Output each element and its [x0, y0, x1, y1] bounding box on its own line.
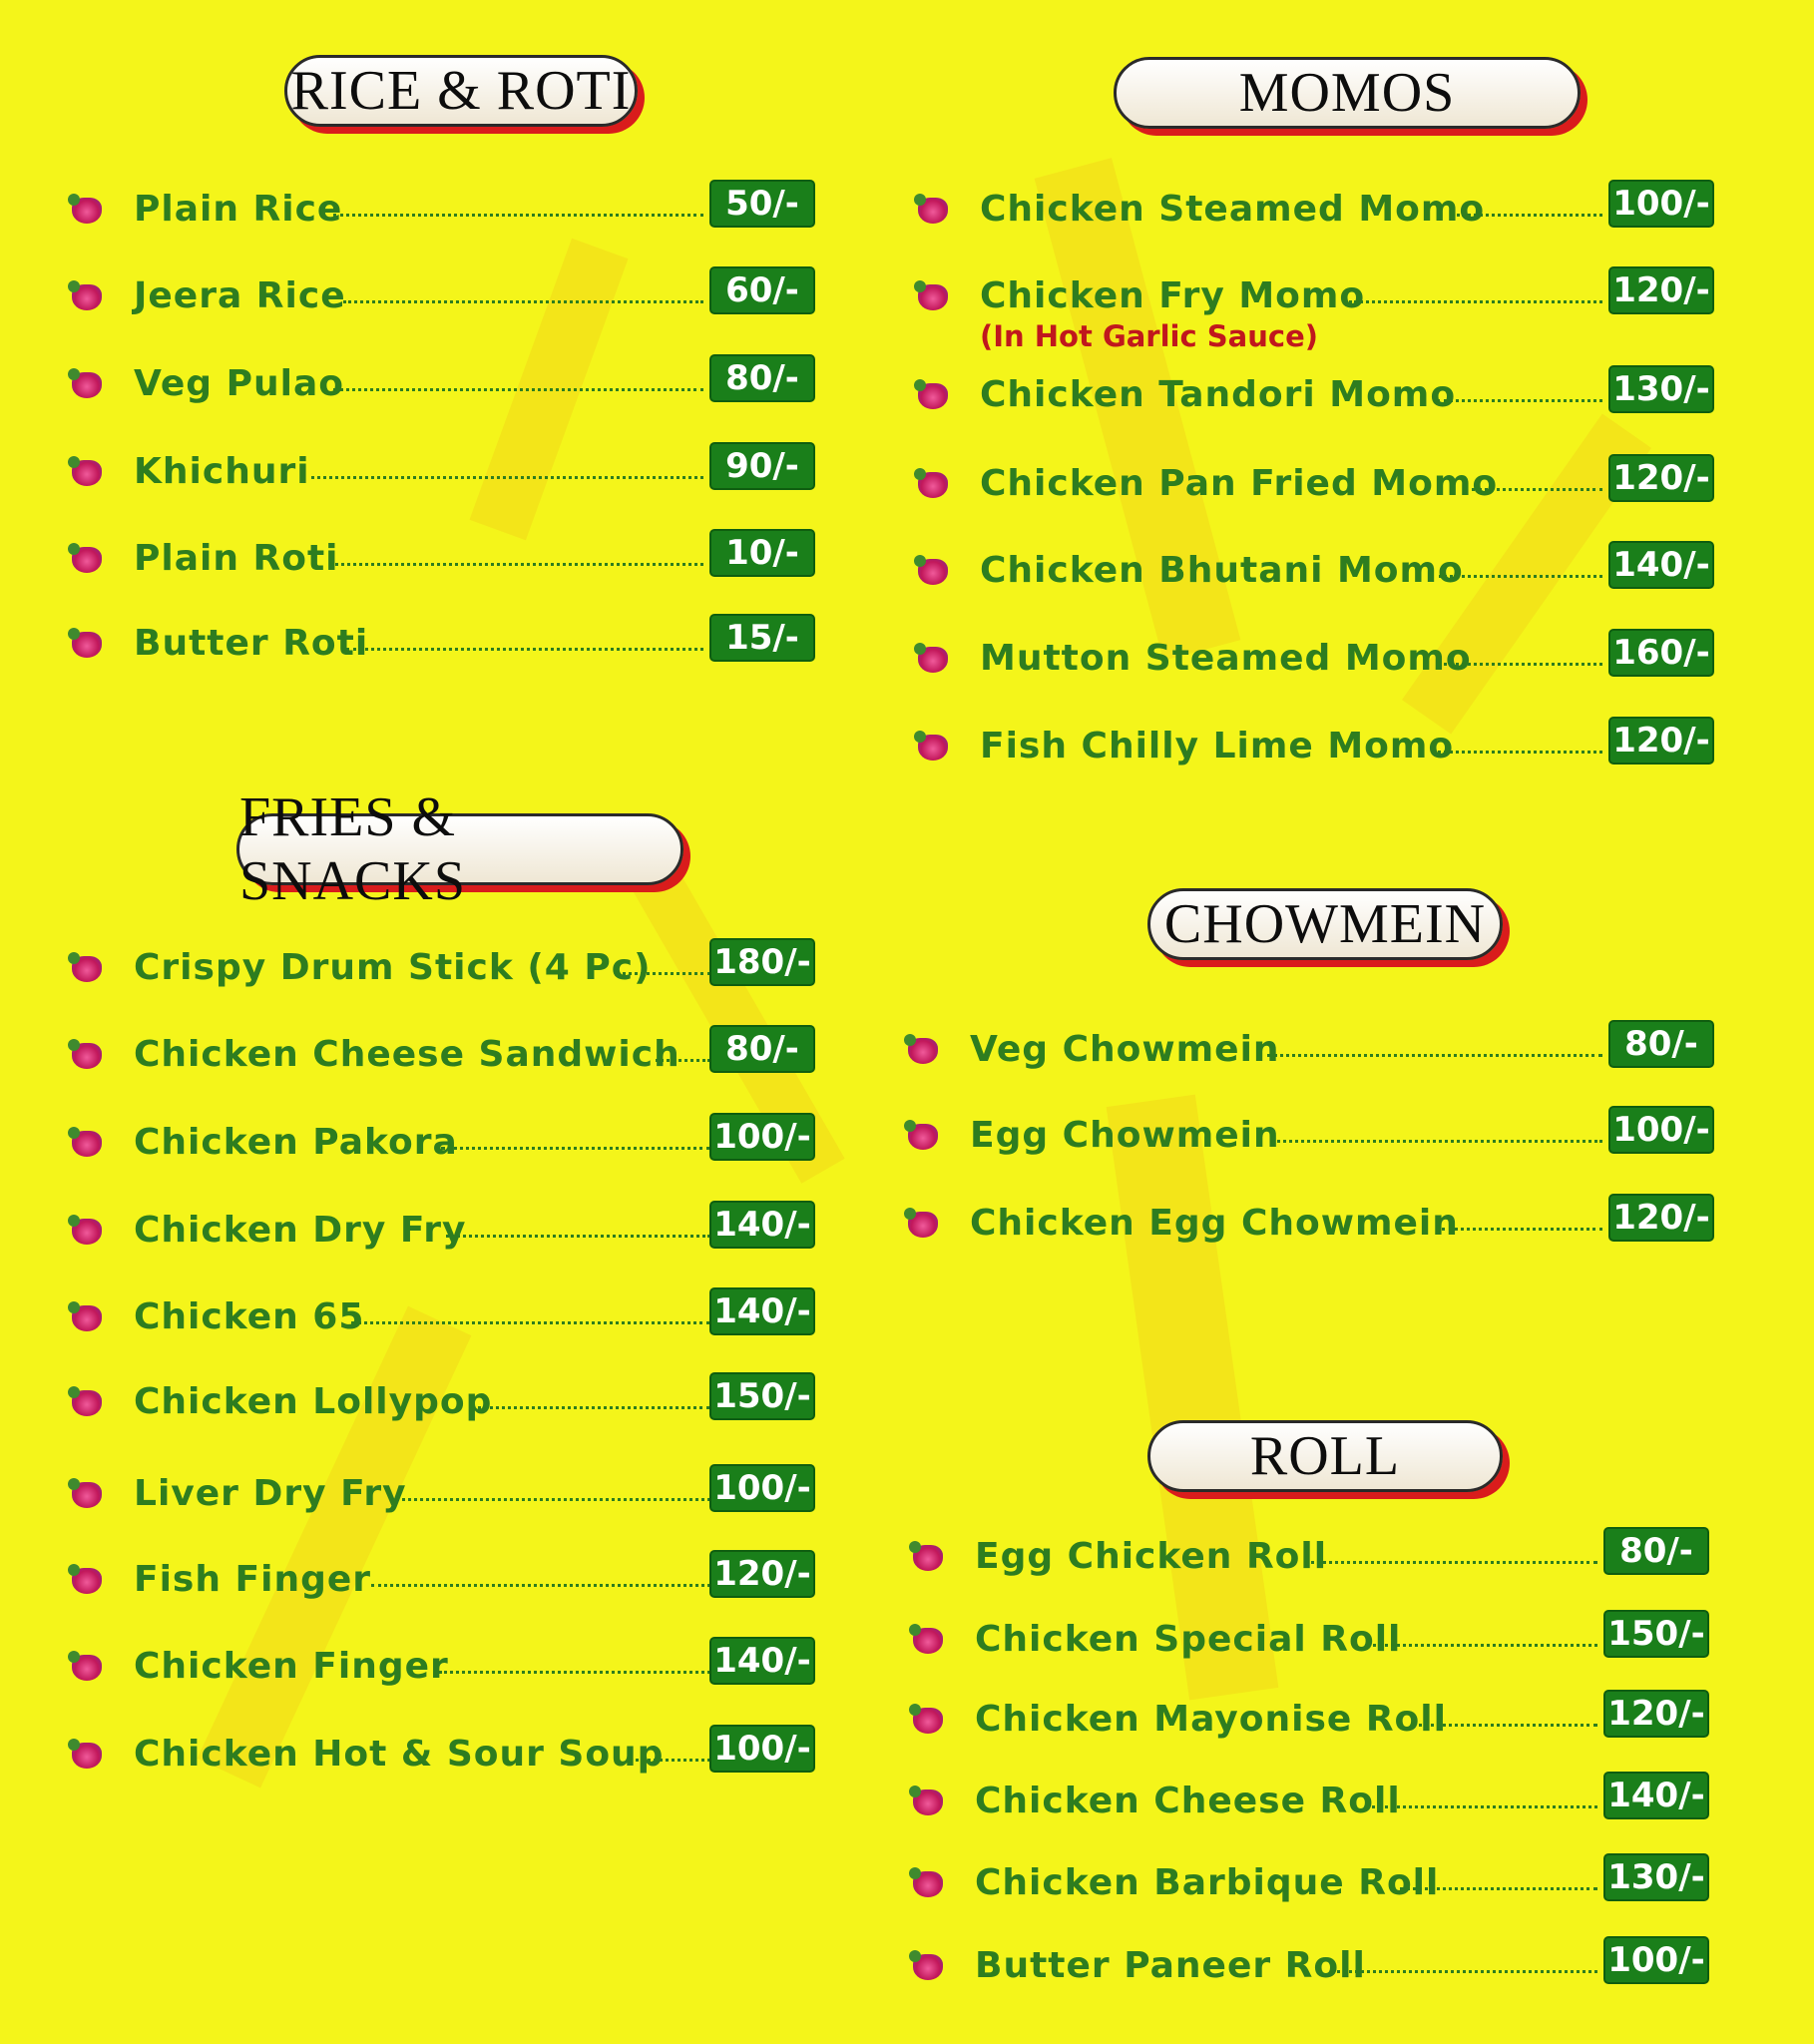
price-badge: 100/- [709, 1725, 815, 1773]
flower-bullet-icon [913, 1545, 943, 1571]
flower-bullet-icon [918, 198, 948, 224]
menu-item [918, 629, 1714, 689]
menu-item [913, 1936, 1709, 1996]
menu-item [72, 1464, 815, 1524]
item-name: Chicken Cheese Roll [975, 1781, 1401, 1821]
item-name: Egg Chowmein [970, 1115, 1280, 1156]
item-name: Chicken Finger [134, 1646, 449, 1687]
menu-item [913, 1527, 1709, 1587]
flower-bullet-icon [72, 284, 102, 310]
item-name: Veg Chowmein [970, 1029, 1280, 1070]
section-title-rice-roti: RICE & ROTI [284, 55, 638, 127]
item-name: Chicken 65 [134, 1296, 365, 1337]
flower-bullet-icon [913, 1954, 943, 1980]
item-name: Chicken Egg Chowmein [970, 1203, 1459, 1244]
price-badge: 100/- [1608, 1106, 1714, 1154]
item-name: Chicken Pakora [134, 1122, 458, 1163]
item-name: Chicken Cheese Sandwich [134, 1034, 680, 1075]
dot-leader [1437, 399, 1602, 402]
price-badge: 130/- [1608, 365, 1714, 413]
dot-leader [311, 476, 703, 479]
menu-item [72, 1550, 815, 1610]
section-title-chowmein: CHOWMEIN [1147, 888, 1503, 960]
item-name: Jeera Rice [134, 275, 346, 316]
flower-bullet-icon [913, 1708, 943, 1734]
menu-item [72, 442, 815, 502]
flower-bullet-icon [72, 1655, 102, 1681]
menu-item [72, 1725, 815, 1785]
menu-item [908, 1106, 1714, 1166]
section-title-roll: ROLL [1147, 1420, 1503, 1492]
dot-leader [1330, 1970, 1597, 1973]
flower-bullet-icon [72, 198, 102, 224]
section-title-fries-snacks: FRIES & SNACKS [236, 813, 683, 885]
item-note: (In Hot Garlic Sauce) [980, 319, 1318, 353]
dot-leader [1412, 1724, 1597, 1727]
price-badge: 140/- [1603, 1772, 1709, 1819]
flower-bullet-icon [918, 559, 948, 585]
dot-leader [1267, 1054, 1602, 1057]
menu-item [918, 454, 1714, 514]
item-name: Chicken Special Roll [975, 1619, 1402, 1660]
menu-item [908, 1194, 1714, 1254]
dot-leader [446, 1235, 710, 1238]
dot-leader [1457, 214, 1602, 217]
flower-bullet-icon [72, 1568, 102, 1594]
item-name: Chicken Lollypop [134, 1381, 493, 1422]
price-badge: 130/- [1603, 1853, 1709, 1901]
flower-bullet-icon [72, 1390, 102, 1416]
item-name: Chicken Bhutani Momo [980, 550, 1464, 591]
price-badge: 100/- [709, 1113, 815, 1161]
menu-item [918, 541, 1714, 601]
dot-leader [346, 648, 703, 651]
price-badge: 140/- [709, 1287, 815, 1335]
price-badge: 80/- [1608, 1020, 1714, 1068]
price-badge: 120/- [709, 1550, 815, 1598]
flower-bullet-icon [913, 1789, 943, 1815]
price-badge: 80/- [709, 1025, 815, 1073]
item-name: Fish Finger [134, 1559, 372, 1600]
flower-bullet-icon [72, 1482, 102, 1508]
flower-bullet-icon [918, 383, 948, 409]
price-badge: 90/- [709, 442, 815, 490]
flower-bullet-icon [72, 1305, 102, 1331]
dot-leader [1432, 751, 1602, 754]
item-name: Mutton Steamed Momo [980, 638, 1472, 679]
menu-item [918, 365, 1714, 425]
item-name: Khichuri [134, 451, 310, 492]
dot-leader [1304, 1561, 1597, 1564]
menu-item [72, 1113, 815, 1173]
flower-bullet-icon [72, 1743, 102, 1769]
dot-leader [1472, 488, 1602, 491]
price-badge: 140/- [709, 1637, 815, 1685]
item-name: Chicken Steamed Momo [980, 189, 1486, 230]
price-badge: 140/- [709, 1201, 815, 1249]
menu-item [72, 1025, 815, 1085]
dot-leader [441, 1147, 710, 1150]
flower-bullet-icon [72, 547, 102, 573]
dot-leader [391, 1498, 710, 1501]
dot-leader [333, 388, 703, 391]
flower-bullet-icon [908, 1212, 938, 1238]
menu-item [72, 1201, 815, 1261]
item-name: Chicken Fry Momo [980, 275, 1366, 316]
menu-item [72, 1372, 815, 1432]
price-badge: 150/- [1603, 1610, 1709, 1658]
dot-leader [329, 563, 703, 566]
flower-bullet-icon [72, 460, 102, 486]
price-badge: 80/- [1603, 1527, 1709, 1575]
item-name: Plain Rice [134, 189, 343, 230]
item-name: Veg Pulao [134, 363, 344, 404]
price-badge: 120/- [1608, 266, 1714, 314]
item-name: Chicken Pan Fried Momo [980, 463, 1499, 504]
flower-bullet-icon [908, 1124, 938, 1150]
price-badge: 10/- [709, 529, 815, 577]
dot-leader [1442, 1228, 1602, 1231]
dot-leader [656, 1059, 710, 1062]
menu-item [72, 1637, 815, 1697]
item-name: Egg Chicken Roll [975, 1536, 1328, 1577]
dot-leader [351, 1321, 710, 1324]
dot-leader [636, 1759, 710, 1762]
item-name: Chicken Barbique Roll [975, 1862, 1440, 1903]
menu-item [72, 614, 815, 674]
flower-bullet-icon [72, 1043, 102, 1069]
section-title-momos: MOMOS [1114, 57, 1581, 129]
price-badge: 50/- [709, 180, 815, 228]
menu-item [72, 354, 815, 414]
dot-leader [343, 300, 703, 303]
item-name: Crispy Drum Stick (4 Pc) [134, 947, 652, 988]
dot-leader [333, 214, 703, 217]
flower-bullet-icon [72, 1131, 102, 1157]
menu-item [918, 266, 1714, 326]
menu-item [72, 529, 815, 589]
dot-leader [1439, 575, 1602, 578]
price-badge: 140/- [1608, 541, 1714, 589]
dot-leader [1272, 1140, 1602, 1143]
flower-bullet-icon [918, 284, 948, 310]
item-name: Liver Dry Fry [134, 1473, 407, 1514]
flower-bullet-icon [72, 632, 102, 658]
menu-item [908, 1020, 1714, 1080]
item-name: Chicken Mayonise Roll [975, 1699, 1447, 1740]
price-badge: 80/- [709, 354, 815, 402]
price-badge: 60/- [709, 266, 815, 314]
menu-item [913, 1772, 1709, 1831]
flower-bullet-icon [918, 735, 948, 761]
price-badge: 100/- [1608, 180, 1714, 228]
item-name: Butter Roti [134, 623, 369, 664]
flower-bullet-icon [72, 372, 102, 398]
dot-leader [1437, 663, 1602, 666]
item-name: Chicken Tandori Momo [980, 374, 1457, 415]
price-badge: 160/- [1608, 629, 1714, 677]
price-badge: 100/- [1603, 1936, 1709, 1984]
item-name: Fish Chilly Lime Momo [980, 726, 1455, 766]
price-badge: 150/- [709, 1372, 815, 1420]
menu-item [913, 1853, 1709, 1913]
menu-item [918, 180, 1714, 240]
menu-item [72, 180, 815, 240]
flower-bullet-icon [913, 1628, 943, 1654]
price-badge: 15/- [709, 614, 815, 662]
flower-bullet-icon [72, 1219, 102, 1245]
item-name: Chicken Hot & Sour Soup [134, 1734, 665, 1775]
dot-leader [371, 1584, 710, 1587]
price-badge: 120/- [1608, 1194, 1714, 1242]
item-name: Plain Roti [134, 538, 339, 579]
menu-item [72, 1287, 815, 1347]
item-name: Butter Paneer Roll [975, 1945, 1366, 1986]
price-badge: 120/- [1603, 1690, 1709, 1738]
price-badge: 120/- [1608, 454, 1714, 502]
flower-bullet-icon [908, 1038, 938, 1064]
dot-leader [616, 972, 710, 975]
dot-leader [1372, 1805, 1597, 1808]
menu-item [72, 938, 815, 998]
menu-item [918, 717, 1714, 776]
flower-bullet-icon [913, 1871, 943, 1897]
menu-item [913, 1690, 1709, 1750]
dot-leader [1349, 300, 1602, 303]
menu-item [913, 1610, 1709, 1670]
flower-bullet-icon [72, 956, 102, 982]
dot-leader [1367, 1644, 1597, 1647]
flower-bullet-icon [918, 647, 948, 673]
dot-leader [1400, 1887, 1597, 1890]
dot-leader [471, 1406, 710, 1409]
price-badge: 180/- [709, 938, 815, 986]
dot-leader [439, 1671, 710, 1674]
item-name: Chicken Dry Fry [134, 1210, 467, 1251]
menu-item [72, 266, 815, 326]
price-badge: 120/- [1608, 717, 1714, 765]
price-badge: 100/- [709, 1464, 815, 1512]
flower-bullet-icon [918, 472, 948, 498]
